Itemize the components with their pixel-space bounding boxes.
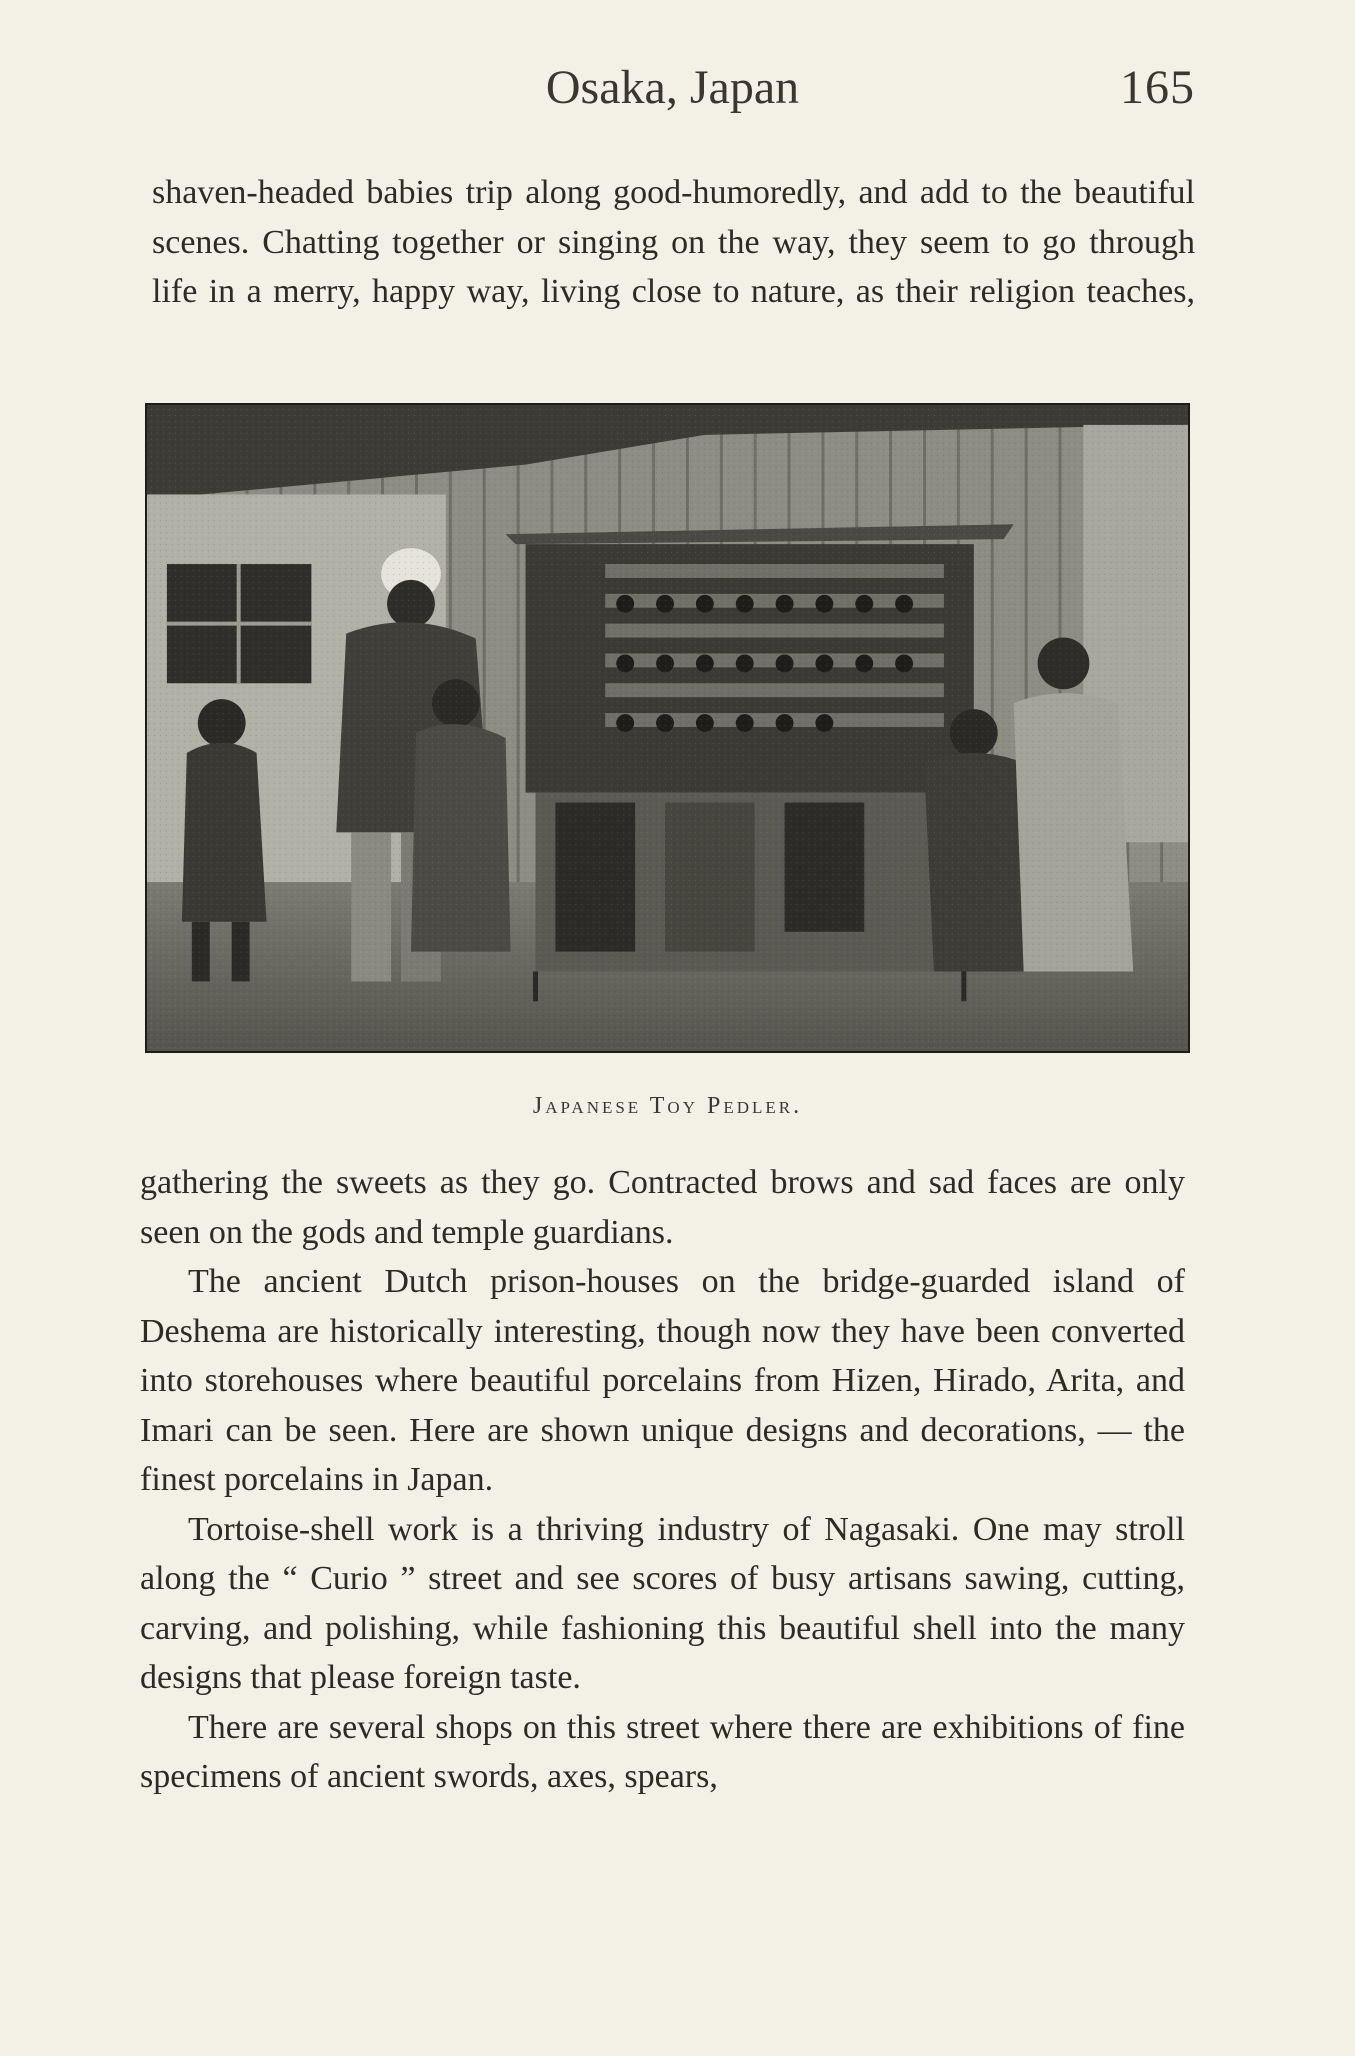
paragraph-shops: There are several shops on this street where there are exhibitions of fine specimens of ancient swords, axes, spears, bbox=[140, 1708, 1185, 1795]
paragraph-deshema: The ancient Dutch prison-houses on the bridge-guarded island of Deshema are historically interesting, though now they have been converted into storehouses where beautiful porcelains from Hizen, Hirado, Arita, and Imari can be seen. Here are shown unique designs and decorations, — the finest porcelains in Japan. bbox=[140, 1263, 1185, 1498]
running-title: Osaka, Japan bbox=[545, 61, 800, 114]
paragraph-continuation: gathering the sweets as they go. Contracted brows and sad faces are only seen on the gods and temple guardians. bbox=[140, 1164, 1185, 1251]
toy-pedler-photo bbox=[147, 405, 1188, 1051]
figure-caption: Japanese Toy Pedler. bbox=[532, 1093, 803, 1119]
photo-figure bbox=[145, 403, 1190, 1053]
running-head bbox=[150, 60, 1195, 130]
page-number: 165 bbox=[1120, 61, 1195, 114]
text-block-top bbox=[152, 168, 1195, 317]
text-block-bottom bbox=[140, 1158, 1185, 1802]
paragraph-tortoise-shell: Tortoise-shell work is a thriving industry of Nagasaki. One may stroll along the “ Curio ” street and see scores of busy artisans sawing, cutting, carving, and polishing, while fashioning this beautiful shell into the many designs that please foreign taste. bbox=[140, 1510, 1185, 1696]
paragraph-continuation-top: shaven-headed babies trip along good-humoredly, and add to the beautiful scenes. Chatting together or singing on the way, they seem to go through life in a merry, happy way, living close to nature, as their religion teaches, bbox=[152, 174, 1195, 310]
